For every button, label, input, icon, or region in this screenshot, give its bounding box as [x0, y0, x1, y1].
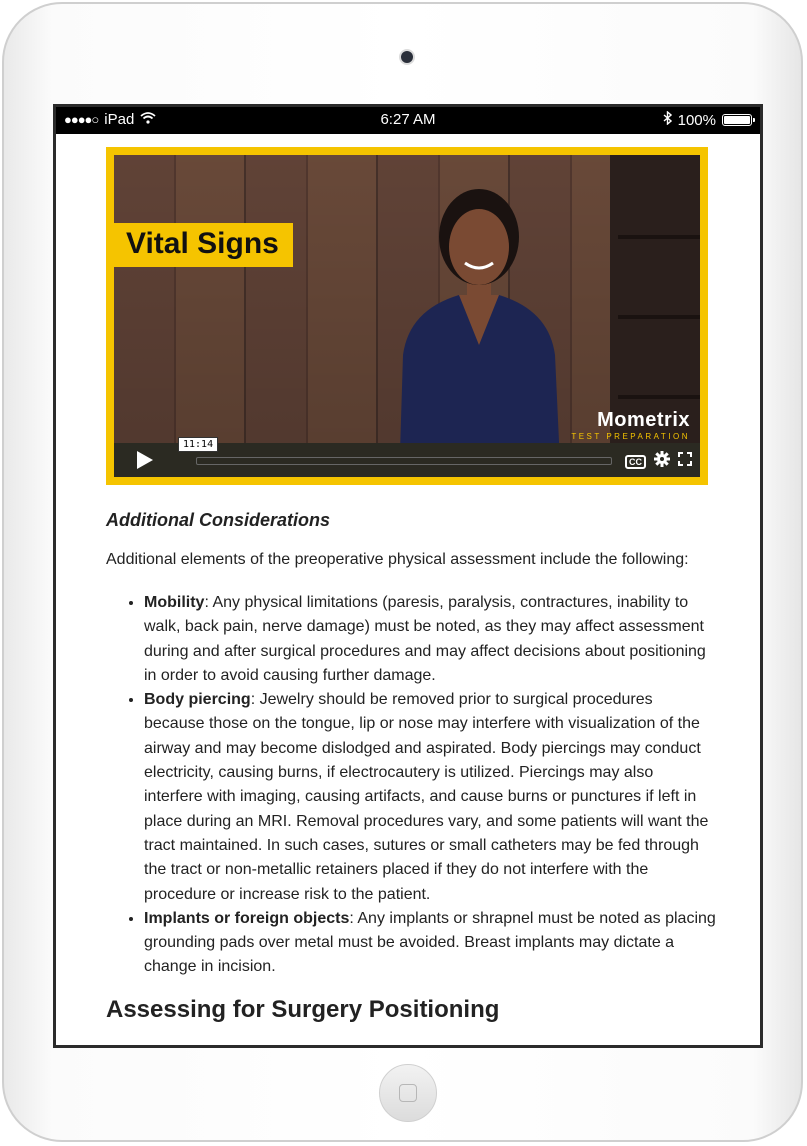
list-item [144, 688, 716, 907]
video-title: Vital Signs [114, 223, 293, 267]
carrier-label: iPad [104, 111, 135, 128]
status-bar [56, 107, 760, 134]
front-camera [401, 51, 413, 63]
closed-captions-button[interactable]: CC [625, 455, 646, 469]
section-heading: Additional Considerations [106, 510, 331, 530]
battery-percent: 100% [677, 111, 716, 129]
list-item [144, 591, 716, 688]
list-item [144, 907, 716, 980]
list-item-term: Mobility [144, 594, 205, 611]
play-icon [137, 451, 153, 469]
list-item-text: : Jewelry should be removed prior to surgical procedures because those on the tongue, lip or nose may interfere with visualization of the airway and may become dislodged and aspirated. Body piercings may conduct electricity, causing burns, if electrocautery is utilized. Piercings may also interfere with imaging, causing artifacts, and cause burns or punctures if left in place during an MRI. Removal procedures vary, and some patients will want the tract maintained. In such cases, sutures or small catheters may be fed through the tract or non-metallic retainers placed if they do not interfere with the procedure or increase risk to the patient. [144, 691, 709, 903]
list-item-term: Implants or foreign objects [144, 909, 350, 927]
duration-label: 11:14 [178, 437, 218, 452]
clock: 6:27 AM [380, 111, 436, 128]
brand-logo [571, 409, 690, 441]
brand-subtitle: TEST PREPARATION [571, 432, 690, 441]
home-button[interactable] [379, 1064, 437, 1122]
presenter-image [389, 175, 569, 477]
intro-paragraph: Additional elements of the preoperative physical assessment include the following: [106, 551, 689, 568]
video-frame[interactable] [114, 155, 700, 477]
list-item-text: : Any implants or shrapnel must be noted as placing grounding pads over metal must be avoided. Breast implants may dictate a change in incision. [144, 909, 716, 976]
considerations-list [106, 591, 716, 980]
settings-gear-icon[interactable] [654, 451, 670, 472]
next-section-heading: Assessing for Surgery Positioning [106, 995, 500, 1023]
battery-icon [722, 114, 752, 126]
bluetooth-icon [663, 111, 672, 129]
home-square-icon [399, 1084, 417, 1102]
list-item-term: Body piercing [144, 691, 251, 709]
brand-name: Mometrix [597, 409, 690, 431]
list-item-text: : Any physical limitations (paresis, paralysis, contractures, inability to walk, back pain, nerve damage) must be noted, as they may affect assessment during and after surgical procedures and may affect decisions about positioning in order to avoid causing further damage. [144, 594, 706, 684]
play-button[interactable] [114, 443, 176, 477]
video-controls [114, 439, 700, 477]
fullscreen-icon[interactable] [678, 452, 692, 471]
video-player[interactable] [106, 147, 708, 485]
article-content [106, 510, 716, 1024]
screen [53, 104, 763, 1048]
signal-icon: ●●●●○ [64, 112, 99, 127]
ipad-frame [2, 2, 803, 1142]
progress-bar[interactable] [196, 457, 612, 465]
